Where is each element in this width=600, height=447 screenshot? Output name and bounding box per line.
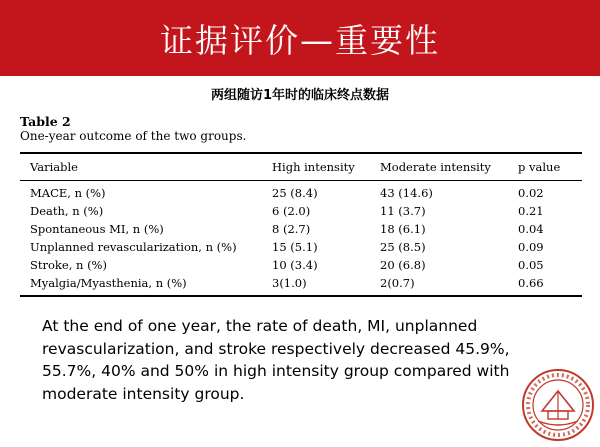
table-row-variable: Spontaneous MI, n (%) — [30, 222, 164, 236]
table-row-high: 15 (5.1) — [272, 240, 318, 254]
table-row-p: 0.05 — [518, 258, 544, 272]
header-high-intensity: High intensity — [272, 160, 355, 174]
table-row-p: 0.21 — [518, 204, 544, 218]
table-row-moderate: 2(0.7) — [380, 276, 415, 290]
header-moderate-intensity: Moderate intensity — [380, 160, 491, 174]
table-bottom-rule — [20, 295, 582, 297]
table-row-p: 0.09 — [518, 240, 544, 254]
table-label: Table 2 — [20, 114, 71, 129]
table-row-high: 8 (2.7) — [272, 222, 311, 236]
table-row-p: 0.04 — [518, 222, 544, 236]
table-row-variable: Unplanned revascularization, n (%) — [30, 240, 237, 254]
table-row-high: 25 (8.4) — [272, 186, 318, 200]
table-row-high: 6 (2.0) — [272, 204, 311, 218]
table-row-moderate: 25 (8.5) — [380, 240, 426, 254]
header-p-value: p value — [518, 160, 561, 174]
table-row-high: 3(1.0) — [272, 276, 307, 290]
slide-title-bar — [0, 0, 600, 76]
table-row-moderate: 20 (6.8) — [380, 258, 426, 272]
table-row-moderate: 18 (6.1) — [380, 222, 426, 236]
table-top-rule — [20, 152, 582, 154]
header-variable: Variable — [30, 160, 78, 174]
table-row-variable: MACE, n (%) — [30, 186, 106, 200]
table-caption: One-year outcome of the two groups. — [20, 129, 247, 143]
summary-text: At the end of one year, the rate of death, MI, unplanned revascularization, and stroke respectively decreased 45.9%, 55.7%, 40% and 50% in high intensity group compared with moderate intensity group. — [42, 317, 510, 403]
table-row-high: 10 (3.4) — [272, 258, 318, 272]
slide-title: 证据评价—重要性 — [160, 20, 440, 60]
table-row-variable: Death, n (%) — [30, 204, 104, 218]
table-row-variable: Stroke, n (%) — [30, 258, 107, 272]
table-row-p: 0.66 — [518, 276, 544, 290]
table-row-p: 0.02 — [518, 186, 544, 200]
table-subtitle: 两组随访1年时的临床终点数据 — [210, 88, 390, 103]
table-header-rule — [20, 180, 582, 181]
table-row-variable: Myalgia/Myasthenia, n (%) — [30, 276, 187, 290]
university-seal-icon — [520, 367, 596, 443]
table-row-moderate: 43 (14.6) — [380, 186, 433, 200]
table-row-moderate: 11 (3.7) — [380, 204, 426, 218]
